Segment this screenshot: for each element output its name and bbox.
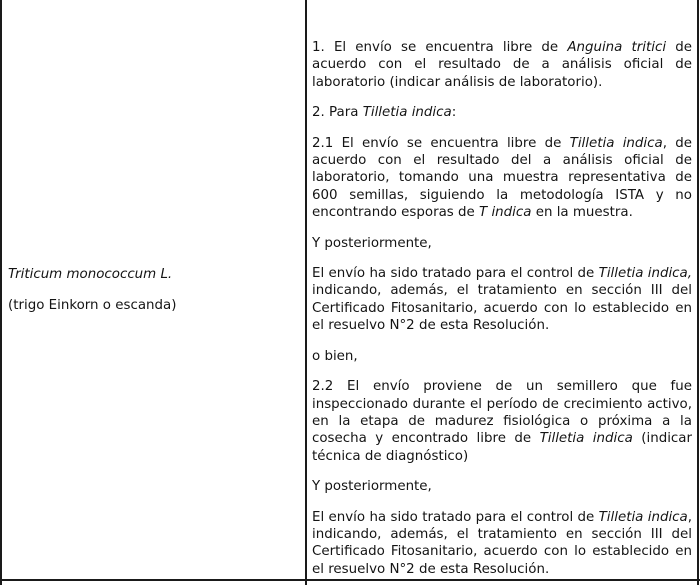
table-border-right (697, 0, 699, 585)
connector-then-2: Y posteriormente, (312, 479, 432, 495)
species-common-name: (trigo Einkorn o escanda) (8, 298, 177, 313)
requirement-2-1: 2.1 El envío se encuentra libre de Tilletia indica, de acuerdo con el resultado del a análisis oficial de laboratorio, tomando una muestra representativa de 600 semillas, siguiendo la metodología ISTA y no encontrando esporas de T indica en la muestra. (312, 135, 692, 221)
table-border-left (0, 0, 2, 585)
requirement-2-heading: 2. Para Tilletia indica: (312, 105, 457, 121)
requirement-2-2: 2.2 El envío proviene de un semillero que fue inspeccionado durante el período de crecimiento activo, en la etapa de madurez fisiológica o próxima a la cosecha y encontrado libre de Tilletia indica (indicar técnica de diagnóstico) (312, 379, 692, 464)
table-border-middle (305, 0, 307, 585)
connector-or: o bien, (312, 348, 358, 364)
table-border-bottom (0, 579, 700, 581)
requirement-1: 1. El envío se encuentra libre de Anguina tritici de acuerdo con el resultado de a análisis oficial de laboratorio (indicar análisis de laboratorio). (312, 40, 692, 90)
treatment-paragraph-2: El envío ha sido tratado para el control de Tilletia indica, indicando, además, el tratamiento en sección III del Certificado Fitosanitario, acuerdo con lo establecido en el resuelvo N°2 de esta Resolución. (312, 509, 692, 577)
treatment-paragraph-1: El envío ha sido tratado para el control de Tilletia indica, indicando, además, el tratamiento en sección III del Certificado Fitosanitario, acuerdo con lo establecido en el resuelvo N°2 de esta Resolución. (312, 266, 692, 334)
connector-then-1: Y posteriormente, (312, 235, 432, 251)
species-cell (8, 266, 298, 314)
species-name: Triticum monococcum L. (8, 267, 173, 282)
requirements-cell (312, 39, 692, 578)
